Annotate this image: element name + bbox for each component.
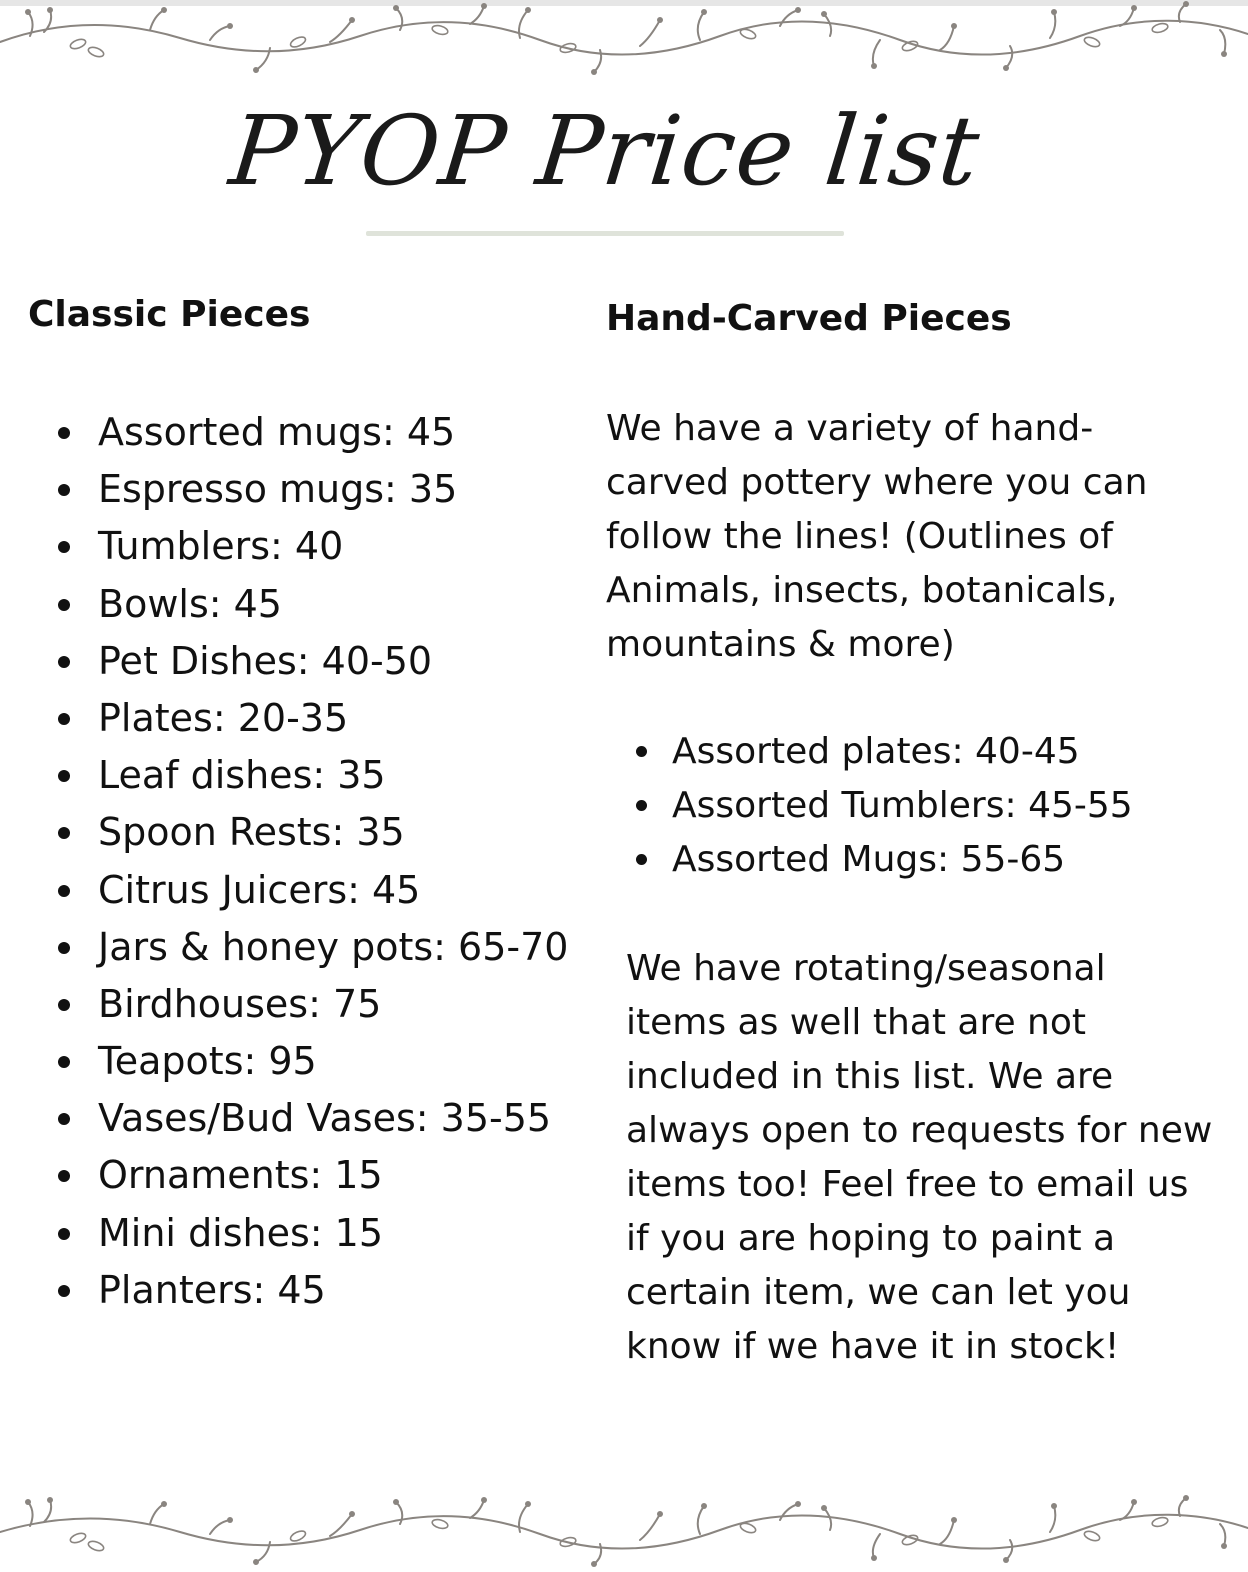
bullet-icon (58, 770, 70, 782)
bullet-icon (58, 484, 70, 496)
list-item-label: Pet Dishes: 40-50 (98, 638, 433, 683)
hand-carved-intro: We have a variety of hand-carved pottery where you can follow the lines! (Outlines of Animals, insects, botanicals, mountains & more) (606, 408, 1148, 665)
list-item-label: Citrus Juicers: 45 (98, 867, 421, 912)
list-item-label: Ornaments: 15 (98, 1153, 383, 1198)
list-item-label: Spoon Rests: 35 (98, 810, 405, 855)
bullet-icon (58, 599, 70, 611)
list-item-label: Leaf dishes: 35 (98, 753, 386, 798)
bullet-icon (58, 999, 70, 1011)
list-item-label: Vases/Bud Vases: 35-55 (98, 1096, 552, 1141)
page-title: PYOP Price list (224, 95, 986, 207)
list-item (632, 725, 1133, 779)
bullet-icon (58, 1170, 70, 1182)
classic-pieces-heading: Classic Pieces (28, 294, 311, 335)
list-item (54, 1262, 568, 1319)
bullet-icon (636, 854, 647, 865)
vine-border-bottom-icon (0, 1492, 1248, 1572)
list-item (54, 461, 568, 518)
list-item-label: Assorted mugs: 45 (98, 410, 456, 454)
bullet-icon (58, 656, 70, 668)
list-item (54, 633, 568, 690)
list-item (54, 862, 568, 919)
bullet-icon (58, 1056, 70, 1068)
list-item (54, 804, 568, 861)
list-item-label: Jars & honey pots: 65-70 (98, 924, 569, 969)
list-item (54, 576, 568, 633)
list-item-label: Bowls: 45 (98, 581, 282, 626)
list-item-label: Assorted Mugs: 55-65 (672, 839, 1066, 880)
bullet-icon (58, 1228, 70, 1240)
hand-carved-pieces-heading: Hand-Carved Pieces (606, 298, 1012, 339)
list-item-label: Teapots: 95 (98, 1039, 317, 1084)
list-item (54, 919, 568, 976)
vine-border-top-icon (0, 0, 1248, 80)
list-item (54, 1147, 568, 1204)
list-item (632, 833, 1133, 887)
bullet-icon (58, 1113, 70, 1125)
hand-carved-pieces-list (632, 725, 1133, 887)
list-item (54, 404, 568, 461)
list-item (54, 1033, 568, 1090)
bullet-icon (58, 713, 70, 725)
list-item-label: Espresso mugs: 35 (98, 467, 458, 512)
list-item-label: Assorted plates: 40-45 (672, 731, 1080, 772)
bullet-icon (58, 541, 70, 553)
list-item-label: Birdhouses: 75 (98, 981, 382, 1026)
title-underline (366, 231, 844, 236)
list-item (54, 1090, 568, 1147)
list-item-label: Assorted Tumblers: 45-55 (672, 785, 1133, 826)
list-item-label: Tumblers: 40 (98, 524, 344, 569)
classic-pieces-list (54, 404, 568, 1319)
list-item (54, 747, 568, 804)
bullet-icon (58, 942, 70, 954)
list-item (632, 779, 1133, 833)
bullet-icon (58, 427, 70, 439)
bullet-icon (636, 746, 647, 757)
bullet-icon (58, 885, 70, 897)
bullet-icon (58, 1285, 70, 1297)
list-item-label: Planters: 45 (98, 1267, 326, 1312)
bullet-icon (636, 800, 647, 811)
list-item (54, 690, 568, 747)
list-item (54, 976, 568, 1033)
list-item (54, 1205, 568, 1262)
list-item-label: Mini dishes: 15 (98, 1210, 384, 1255)
bullet-icon (58, 827, 70, 839)
list-item (54, 518, 568, 575)
seasonal-items-note: We have rotating/seasonal items as well that are not included in this list. We are always open to requests for new items too! Feel free to email us if you are hoping to paint a certain item, we can let you know if we have it in stock! (626, 948, 1213, 1367)
list-item-label: Plates: 20-35 (98, 695, 349, 740)
